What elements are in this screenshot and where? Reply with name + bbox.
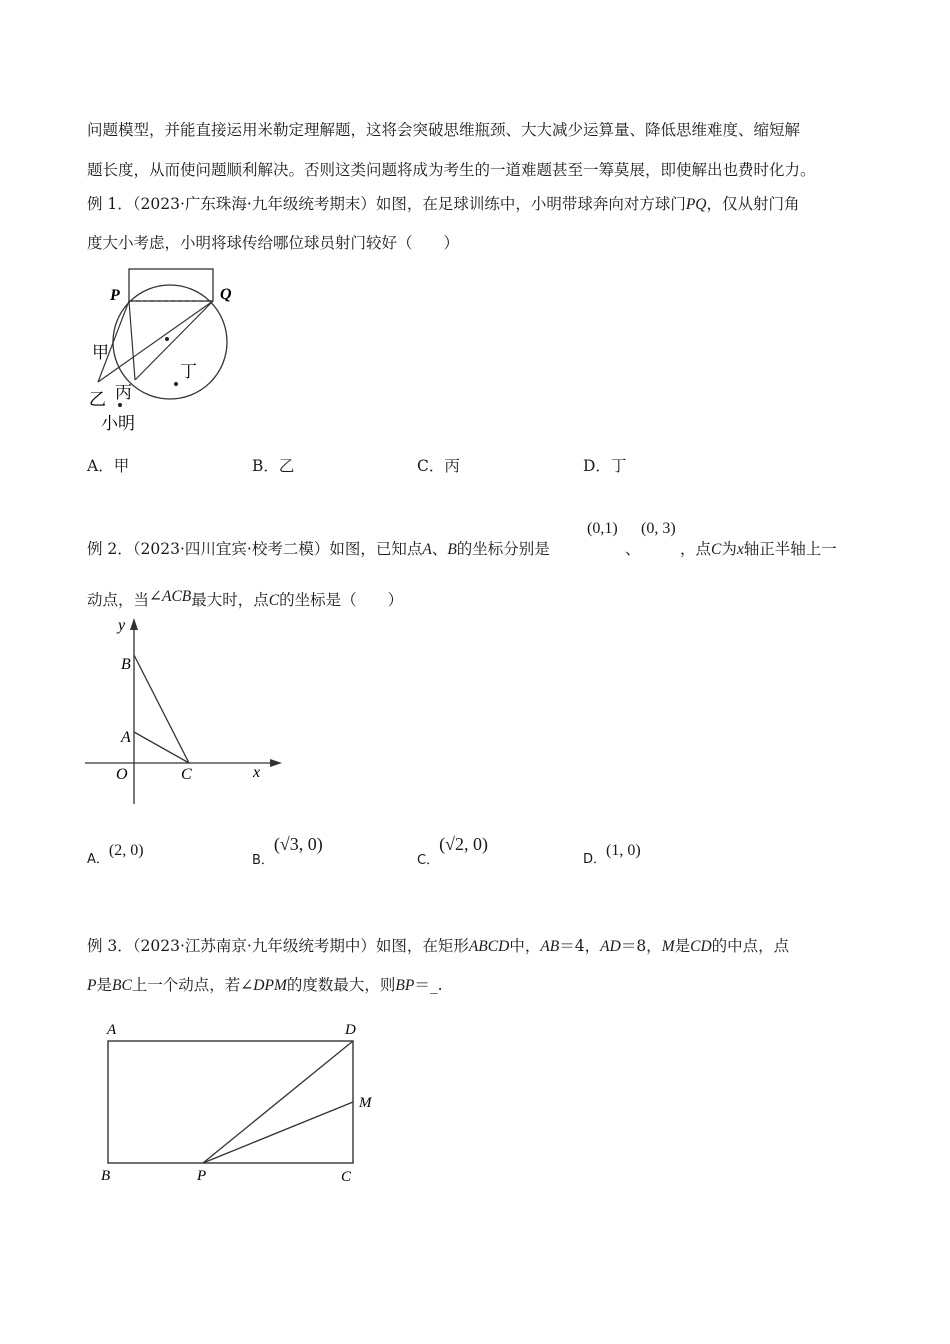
ex3-AB: AB: [540, 938, 560, 955]
ex1-line-2: 度大小考虑，小明将球传给哪位球员射门较好（ ）: [87, 234, 460, 252]
ex1-line-1: [87, 192, 800, 214]
ex3-line2-BP: BP: [395, 977, 415, 994]
ex3-M: M: [661, 938, 675, 955]
ex1-option-c[interactable]: C．丙: [417, 457, 460, 475]
ex1-var-pq: PQ: [685, 196, 707, 213]
ex2-line2-b: 最大时，点: [191, 591, 269, 609]
label-A: A: [107, 1022, 117, 1038]
label-M: M: [359, 1095, 372, 1111]
ex2-mid: 的坐标分别是: [456, 540, 550, 558]
ex3-t5: 的中点，点: [711, 937, 790, 955]
ex2-line2-c: 的坐标是（ ）: [279, 591, 404, 609]
ex3-line2-DPM: DPM: [253, 977, 287, 994]
ex2-coord-b: (0, 3): [641, 520, 676, 537]
ex2-line-1-tail: [680, 537, 837, 559]
ex1-option-a[interactable]: A．甲: [87, 457, 130, 475]
ex2-option-c[interactable]: [417, 834, 488, 868]
label-C: C: [181, 766, 192, 783]
ex2-option-a-letter: A．: [87, 852, 109, 867]
seg-yi-P: [98, 301, 129, 382]
ex2-line2-a: 动点，当: [87, 591, 150, 609]
label-P: P: [110, 287, 120, 304]
label-D: D: [345, 1022, 356, 1038]
ex2-option-b[interactable]: [252, 834, 323, 868]
label-O: O: [116, 766, 128, 783]
ex2-option-d-letter: D．: [583, 852, 607, 867]
label-B: B: [101, 1168, 111, 1184]
y-arrow: [130, 618, 138, 630]
ex3-t1: 中，: [509, 937, 541, 955]
label-yi: 乙: [89, 390, 106, 410]
ex2-option-d[interactable]: [583, 840, 641, 867]
ex2-after2: 为: [721, 540, 737, 558]
seg-P-M: [203, 1102, 353, 1163]
ex2-sep: 、: [431, 540, 448, 558]
ex2-figure: [80, 612, 295, 812]
label-jia: 甲: [92, 343, 109, 363]
label-A: A: [121, 729, 131, 746]
ex3-line2-c: 的度数最大，则: [286, 976, 396, 994]
x-arrow: [270, 759, 282, 767]
ex3-line-2: [87, 973, 443, 995]
ex2-after3: 轴正半轴上一: [743, 540, 837, 558]
label-bing: 丙: [115, 383, 132, 403]
ex2-line-2: [87, 588, 403, 610]
ex3-AD: AD: [600, 938, 621, 955]
ex3-CD: CD: [690, 938, 712, 955]
ex3-t2: ＝4，: [559, 937, 601, 955]
ex2-angle: ∠ACB: [149, 588, 192, 605]
ex1-option-d[interactable]: D．丁: [583, 457, 627, 475]
label-x: x: [253, 764, 261, 781]
seg-P-D: [203, 1041, 353, 1163]
ex2-A: A: [422, 541, 432, 558]
label-ding: 丁: [180, 362, 197, 382]
ex2-option-a-value: (2, 0): [108, 842, 144, 859]
intro-line-1: 问题模型，并能直接运用米勒定理解题，这将会突破思维瓶颈、大大减少运算量、降低思维难度、缩短解: [87, 121, 801, 139]
ex3-figure: [95, 1012, 395, 1192]
seg-bing-P: [129, 301, 135, 380]
ex1-figure: [80, 262, 260, 442]
ex2-line-1: [87, 537, 550, 559]
ex3-ABCD: ABCD: [468, 938, 510, 955]
rect-ABCD: [108, 1041, 353, 1163]
ex3-t4: 是: [674, 937, 691, 955]
ex2-x: x: [736, 541, 744, 558]
ex1-option-b[interactable]: B．乙: [252, 457, 295, 475]
label-P: P: [197, 1168, 207, 1184]
ex1-suffix: ，仅从射门角: [706, 195, 800, 213]
label-B: B: [121, 656, 131, 673]
ex2-prefix: 例 2．（2023·四川宜宾·校考二模）如图，已知点: [87, 540, 423, 558]
ex2-after: ，点: [680, 540, 712, 558]
ex2-line2-C: C: [268, 592, 280, 609]
ex3-line2-a: 是: [96, 976, 112, 994]
ex2-option-c-value: (√2, 0): [439, 834, 488, 854]
ex3-line2-b: 上一个动点，若∠: [131, 976, 254, 994]
ex2-option-b-letter: B．: [252, 853, 274, 868]
ex3-t3: ＝8，: [620, 937, 662, 955]
circle: [113, 285, 227, 399]
ex2-C: C: [711, 541, 722, 558]
ex2-coord-a: (0,1): [587, 520, 618, 537]
ex2-option-c-letter: C．: [417, 853, 440, 868]
label-xiaoming: 小明: [101, 414, 135, 434]
ex3-line2-P: P: [87, 977, 97, 994]
label-C: C: [341, 1169, 352, 1185]
intro-line-2: 题长度，从而使问题顺利解决。否则这类问题将成为考生的一道难题甚至一筹莫展，即使解出也费时化力。: [87, 161, 816, 179]
ex3-line2-d: ＝_.: [414, 976, 443, 994]
ex2-option-b-value: (√3, 0): [273, 834, 323, 854]
ex3-line-1: [87, 934, 789, 956]
point-xiaoming: [118, 403, 122, 407]
ex2-option-d-value: (1, 0): [606, 842, 641, 859]
label-y: y: [118, 617, 126, 634]
ex3-prefix: 例 3．（2023·江苏南京·九年级统考期中）如图，在矩形: [87, 937, 469, 955]
ex2-B: B: [447, 541, 457, 558]
ex1-prefix: 例 1．（2023·广东珠海·九年级统考期末）如图，在足球训练中，小明带球奔向对方球门: [87, 195, 686, 213]
label-Q: Q: [220, 286, 232, 303]
point-inner: [165, 337, 169, 341]
seg-bing-Q: [135, 301, 213, 380]
point-ding: [174, 382, 178, 386]
ex3-line2-BC: BC: [111, 977, 132, 994]
ex2-option-a[interactable]: [87, 840, 144, 867]
ex2-comma: 、: [625, 540, 641, 558]
